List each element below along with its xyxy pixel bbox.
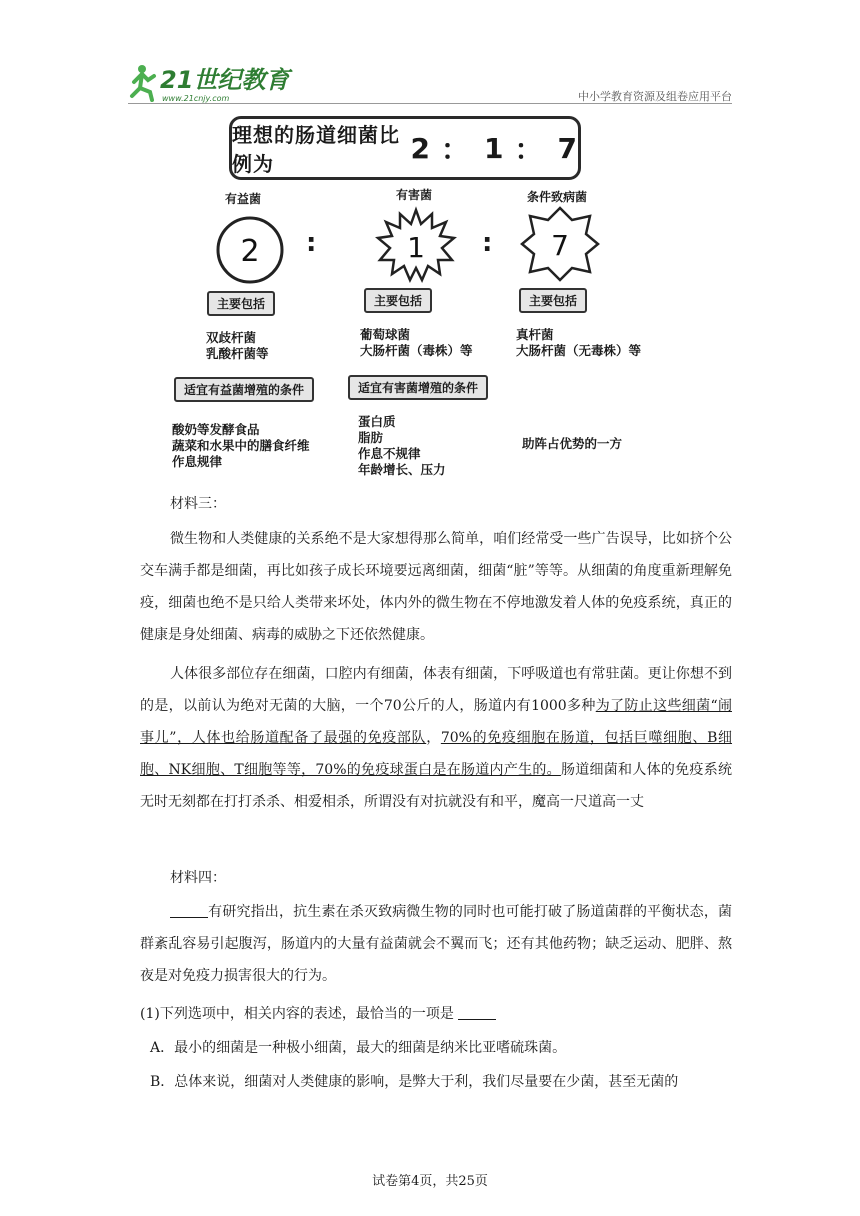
list-item: 酸奶等发酵食品 [172, 422, 260, 437]
harmful-conditions-list [358, 414, 446, 478]
beneficial-circle-icon [214, 214, 286, 286]
conditional-includes-list [516, 327, 641, 359]
conditional-includes-label: 主要包括 [519, 288, 587, 313]
material3-paragraph-1: 微生物和人类健康的关系绝不是大家想得那么简单，咱们经常受一些广告误导，比如挤个公交车满手都是细菌，再比如孩子成长环境要远离细菌，细菌“脏”等等。从细菌的角度重新理解免疫，细菌也绝不是只给人类带来坏处，体内外的微生物在不停地激发着人体的免疫系统，真正的健康是身处细菌、病毒的威胁之下还依然健康。 [140, 531, 732, 643]
list-item: 乳酸杆菌等 [206, 346, 269, 361]
fill-blank[interactable] [170, 903, 208, 918]
beneficial-conditions-label: 适宜有益菌增殖的条件 [174, 377, 314, 402]
logo-url: www.21cnjy.com [162, 94, 230, 103]
ratio-title-box: 理想的肠道细菌比例为 2 ： 1 ： 7 [229, 116, 581, 180]
logo-text: 21世纪教育 [160, 66, 290, 94]
list-item: 作息规律 [172, 454, 223, 469]
material3-title: 材料三： [170, 496, 226, 512]
list-item: 真杆菌 [516, 327, 554, 342]
list-item: 脂肪 [358, 430, 384, 445]
beneficial-conditions-list [172, 422, 310, 470]
option-b[interactable]: B．总体来说，细菌对人类健康的影响，是弊大于利，我们尽量要在少菌，甚至无菌的 [150, 1074, 679, 1090]
list-item: 助阵占优势的一方 [522, 436, 623, 451]
harmful-includes-list [360, 327, 473, 359]
ratio-title: 理想的肠道细菌比例为 [232, 123, 400, 176]
list-item: 葡萄球菌 [360, 327, 411, 342]
beneficial-value: 2 [240, 234, 260, 269]
category-beneficial: 有益菌 [224, 192, 261, 206]
header-divider [128, 103, 732, 104]
list-item: 蛋白质 [358, 414, 396, 429]
conditional-value: 7 [551, 229, 569, 262]
harmful-starburst-icon [374, 206, 458, 286]
conditional-conditions-list [522, 436, 622, 452]
option-a[interactable]: A．最小的细菌是一种极小细菌，最大的细菌是纳米比亚嗜硫珠菌。 [150, 1040, 567, 1056]
list-item: 蔬菜和水果中的膳食纤维 [172, 438, 310, 453]
beneficial-includes-label: 主要包括 [207, 291, 275, 316]
platform-name: 中小学教育资源及组卷应用平台 [578, 90, 732, 103]
material4-paragraph: 有研究指出，抗生素在杀灭致病微生物的同时也可能打破了肠道菌群的平衡状态，菌群紊乱容易引起腹泻，肠道内的大量有益菌就会不翼而飞；还有其他药物；缺乏运动、肥胖、熬夜是对免疫力损害很大的行为。 [140, 904, 732, 984]
category-harmful: 有害菌 [395, 188, 432, 202]
site-logo [128, 60, 290, 106]
list-item: 大肠杆菌（无毒株）等 [516, 343, 642, 358]
beneficial-includes-list [206, 330, 269, 362]
category-conditional: 条件致病菌 [526, 190, 587, 204]
material3-paragraph-2: 人体很多部位存在细菌，口腔内有细菌，体表有细菌，下呼吸道也有常驻菌。更让你想不到的是，以前认为绝对无菌的大脑，一个70公斤的人，肠道内有1000多种为了防止这些细菌“闹事儿”，人体也给肠道配备了最强的免疫部队，70%的免疫细胞在肠道，包括巨噬细胞、B细胞、NK细胞、T细胞等等，70%的免疫球蛋白是在肠道内产生的。肠道细菌和人体的免疫系统无时无刻都在打打杀杀、相爱相杀，所谓没有对抗就没有和平，魔高一尺道高一丈 [140, 666, 733, 810]
list-item: 作息不规律 [358, 446, 421, 461]
ratio-value-2: 1 [484, 131, 505, 165]
ratio-value-1: 2 [410, 131, 431, 165]
underlined-text-1: 为了防止这些细菌“闹事儿”，人体也给肠道配备了最强的免疫部队 [140, 698, 732, 746]
question-1: (1)下列选项中，相关内容的表述，最恰当的一项是 [140, 998, 732, 1030]
list-item: 年龄增长、压力 [358, 462, 446, 477]
ratio-value-3: 7 [557, 131, 578, 165]
list-item: 大肠杆菌（毒株）等 [360, 343, 473, 358]
page-footer: 试卷第4页，共25页 [372, 1174, 488, 1189]
runner-logo-icon [128, 60, 290, 106]
list-item: 双歧杆菌 [206, 330, 257, 345]
conditional-star-icon [520, 204, 600, 284]
harmful-includes-label: 主要包括 [364, 288, 432, 313]
harmful-value: 1 [407, 231, 425, 264]
underlined-text-2: 70%的免疫细胞在肠道，包括巨噬细胞、B细胞、NK细胞、T细胞等等，70%的免疫球蛋白是在肠道内产生的。 [140, 730, 733, 778]
harmful-conditions-label: 适宜有害菌增殖的条件 [348, 375, 488, 400]
material4-title: 材料四： [170, 870, 226, 886]
answer-blank[interactable] [458, 1005, 496, 1020]
